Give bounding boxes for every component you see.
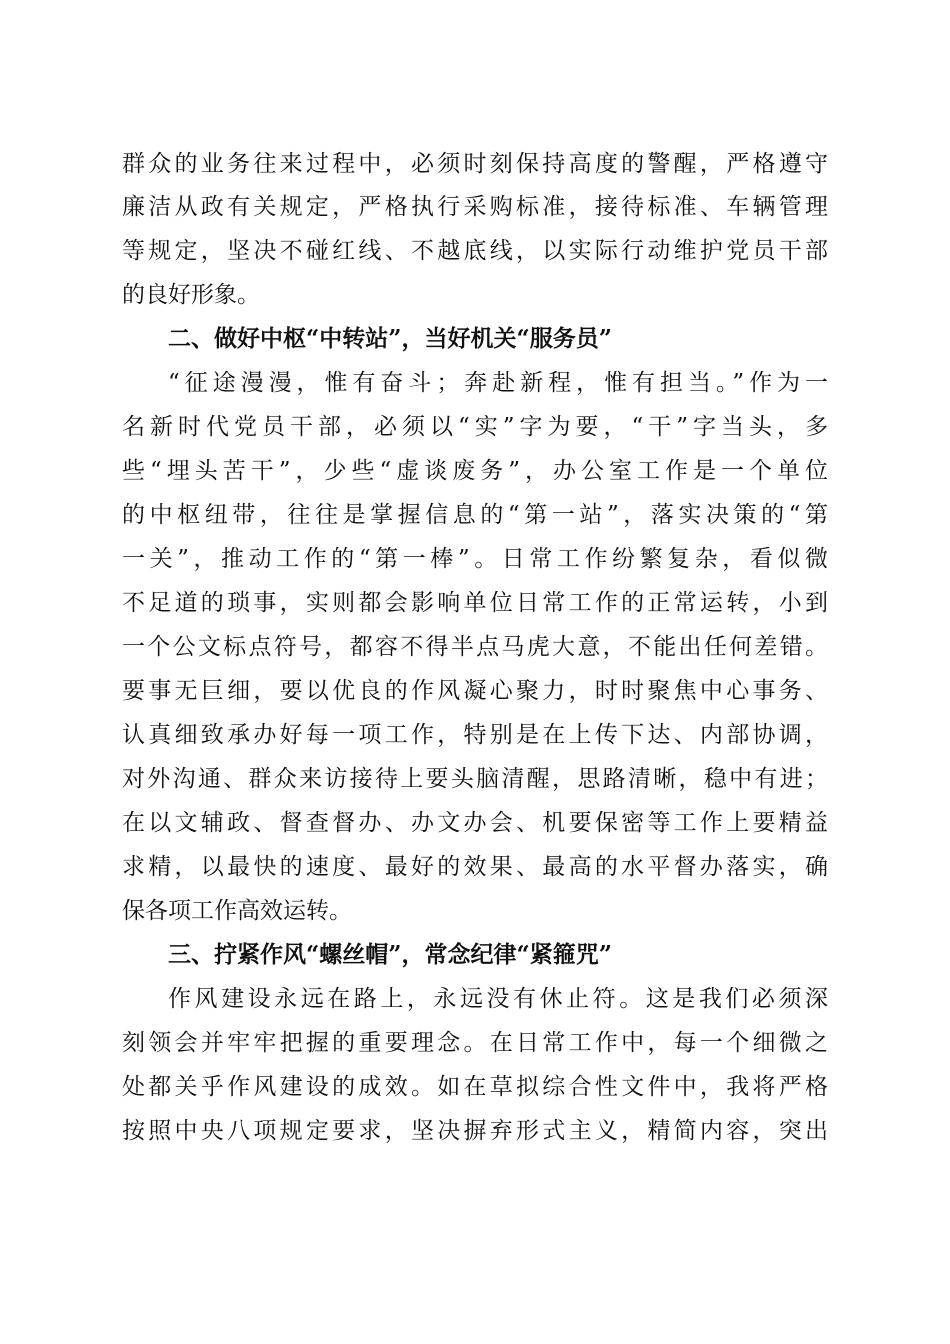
paragraph-line: 廉洁从政有关规定，严格执行采购标准，接待标准、车辆管理 (122, 194, 828, 220)
paragraph-line: 名新时代党员干部，必须以“实”字为要，“干”字当头，多 (122, 414, 828, 440)
section-heading: 三、拧紧作风“螺丝帽”，常念纪律“紧箍咒” (168, 941, 612, 968)
paragraph-line: 作风建设永远在路上，永远没有休止符。这是我们必须深 (168, 986, 828, 1012)
paragraph-line: 群众的业务往来过程中，必须时刻保持高度的警醒，严格遵守 (122, 151, 828, 177)
paragraph-line: 在以文辅政、督查督办、办文办会、机要保密等工作上要精益 (122, 810, 828, 836)
paragraph-line: 对外沟通、群众来访接待上要头脑清醒，思路清晰，稳中有进； (122, 766, 828, 792)
paragraph-line: 一个公文标点符号，都容不得半点马虎大意，不能出任何差错。 (122, 634, 828, 660)
paragraph-line: 按照中央八项规定要求，坚决摒弃形式主义，精简内容，突出 (122, 1118, 828, 1144)
paragraph-line: 求精，以最快的速度、最好的效果、最高的水平督办落实，确 (122, 854, 828, 880)
paragraph-line: 不足道的琐事，实则都会影响单位日常工作的正常运转，小到 (122, 590, 828, 616)
paragraph-line: 刻领会并牢牢把握的重要理念。在日常工作中，每一个细微之 (122, 1030, 828, 1056)
paragraph-line: 的中枢纽带，往往是掌握信息的“第一站”，落实决策的“第 (122, 502, 828, 528)
paragraph-line: 处都关乎作风建设的成效。如在草拟综合性文件中，我将严格 (122, 1074, 828, 1100)
section-heading: 二、做好中枢“中转站”，当好机关“服务员” (168, 325, 612, 352)
paragraph-line: 保各项工作高效运转。 (122, 898, 352, 924)
paragraph-line: 的良好形象。 (122, 282, 260, 308)
paragraph-line: “征途漫漫，惟有奋斗；奔赴新程，惟有担当。”作为一 (168, 370, 828, 396)
paragraph-line: 要事无巨细，要以优良的作风凝心聚力，时时聚焦中心事务、 (122, 678, 828, 704)
paragraph-line: 些“埋头苦干”，少些“虚谈废务”，办公室工作是一个单位 (122, 458, 828, 484)
paragraph-line: 认真细致承办好每一项工作，特别是在上传下达、内部协调， (122, 722, 828, 748)
paragraph-line: 一关”，推动工作的“第一棒”。日常工作纷繁复杂，看似微 (122, 546, 828, 572)
paragraph-line: 等规定，坚决不碰红线、不越底线，以实际行动维护党员干部 (122, 238, 828, 264)
